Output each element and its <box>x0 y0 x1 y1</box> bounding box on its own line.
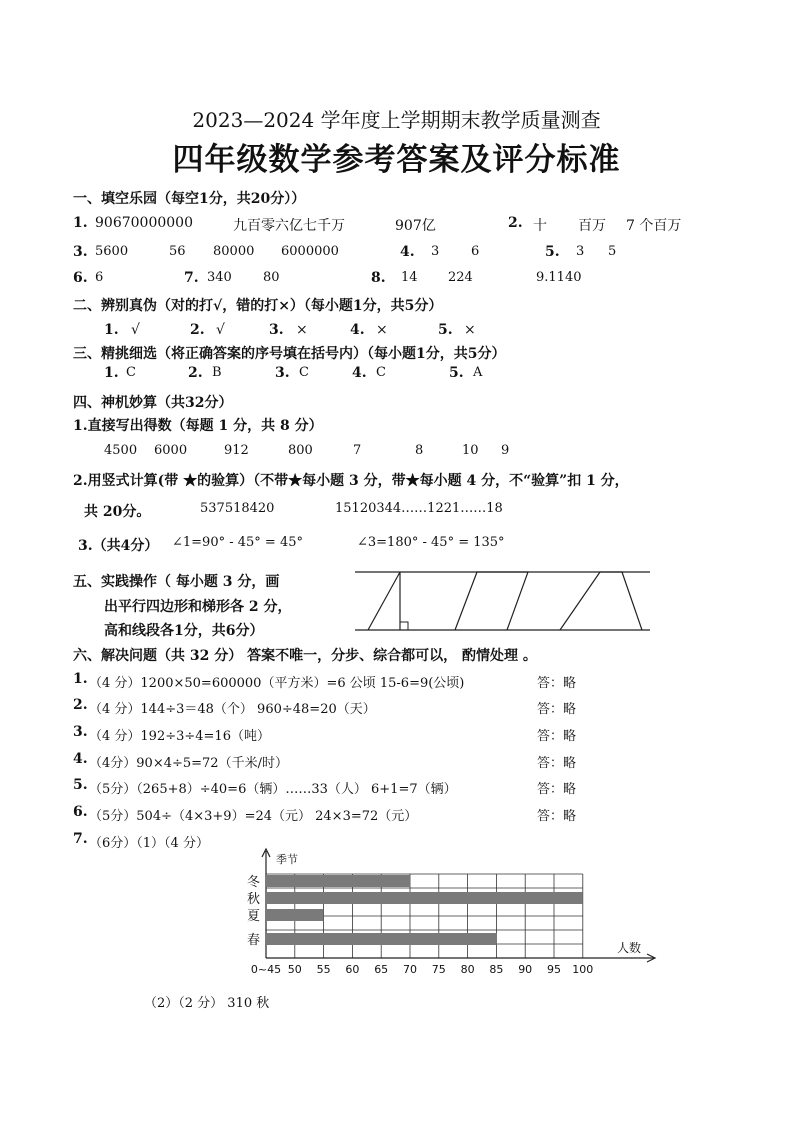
q-num: 3. <box>73 724 88 740</box>
answer-label: 答：略 <box>537 729 577 744</box>
x-tick-label: 60 <box>345 963 360 976</box>
q-num: 7. <box>73 831 88 847</box>
q-num: 5. <box>438 322 453 338</box>
answer: 537518420 <box>200 501 275 516</box>
x-tick-label: 100 <box>572 963 594 976</box>
q-num: 4. <box>73 751 88 767</box>
answer: 十 <box>533 218 547 234</box>
category-label: 冬 <box>246 875 260 890</box>
answer-label: 答：略 <box>537 809 577 824</box>
bar <box>266 933 496 945</box>
category-label: 春 <box>246 933 260 948</box>
answer-text: （4 分）144÷3＝48（个） 960÷48=20（天） <box>89 702 376 717</box>
answer: A <box>473 365 483 380</box>
answer-label: 答：略 <box>537 782 577 797</box>
answer: 90670000000 <box>95 215 193 231</box>
exam-subtitle: 2023—2024 学年度上学期期末教学质量测查 <box>192 108 601 132</box>
answer: × <box>376 322 388 338</box>
answer: √ <box>216 322 225 338</box>
q-num: 2. <box>73 697 88 713</box>
answer: 6000000 <box>281 244 339 259</box>
answer: 14 <box>401 270 418 285</box>
q-num: 6. <box>73 804 88 820</box>
section6-heading: 六、解决问题（共 32 分） 答案不唯一，分步、综合都可以， 酌情处理 。 <box>73 648 537 664</box>
answer: 224 <box>448 270 473 285</box>
answer: 800 <box>288 443 313 458</box>
trapezoid-shape-2 <box>560 572 642 630</box>
x-tick-label: 50 <box>287 963 302 976</box>
x-tick-label: 85 <box>489 963 504 976</box>
x-tick-label: 0~45 <box>250 963 282 976</box>
q-num: 4. <box>400 244 415 260</box>
answer-text: （5分）504÷（4×3+9）=24（元） 24×3=72（元） <box>89 809 418 824</box>
answer: 6 <box>471 244 480 259</box>
answer: 6000 <box>154 443 188 458</box>
answer: × <box>296 322 308 338</box>
answer: 5 <box>608 244 617 259</box>
q-num: 1. <box>73 671 88 687</box>
x-tick-label: 55 <box>316 963 331 976</box>
q-num: 2. <box>508 215 523 231</box>
bar <box>266 909 324 921</box>
s6-row-2 <box>73 697 713 717</box>
answer: 4500 <box>104 443 138 458</box>
answer-text: （5分）（265+8）÷40=6（辆）……33（人） 6+1=7（辆） <box>89 782 457 797</box>
x-tick-label: 80 <box>460 963 475 976</box>
answer: 7 个百万 <box>626 218 682 234</box>
q-num: 2. <box>188 365 203 381</box>
answer: ∠3=180° - 45° = 135° <box>357 535 505 550</box>
answer-text: （6分）（1）（4 分） <box>89 836 209 851</box>
q-num: 1. <box>104 322 119 338</box>
answer: 7 <box>353 443 362 458</box>
y-axis-label: 季节 <box>276 853 298 866</box>
s6-row-3 <box>73 724 713 744</box>
bar <box>266 892 583 904</box>
parallelogram-shape <box>455 572 528 630</box>
section5-heading: 五、实践操作（ 每小题 3 分，画 <box>73 574 280 590</box>
q-num: 3. <box>73 244 88 260</box>
s4-q1-heading: 1.直接写出得数（每题 1 分，共 8 分） <box>73 418 323 434</box>
q-num: 5. <box>73 777 88 793</box>
geometry-drawing <box>350 565 655 637</box>
answer: 912 <box>224 443 249 458</box>
answer-label: 答：略 <box>537 702 577 717</box>
q7-part2-answer: （2）（2 分） 310 秋 <box>144 996 270 1011</box>
q-num: 5. <box>449 365 464 381</box>
s6-row-4 <box>73 751 713 771</box>
section2-heading: 二、辨别真伪（对的打√，错的打×）（每小题1分，共5分） <box>73 298 443 314</box>
trapezoid-shape <box>368 572 400 630</box>
answer: 6 <box>95 270 104 285</box>
q-num: 3. <box>275 365 290 381</box>
q-num: 4. <box>352 365 367 381</box>
answer-text: （4 分）1200×50=600000（平方米）=6 公顷 15-6=9(公顷) <box>89 676 465 691</box>
answer-text: （4 分）192÷3÷4=16（吨） <box>89 729 270 744</box>
answer: 9.1140 <box>536 270 582 285</box>
answer-label: 答：略 <box>537 756 577 771</box>
q-num: 3. <box>269 322 284 338</box>
category-label: 秋 <box>246 892 260 907</box>
season-bar-chart <box>230 843 670 983</box>
answer: ∠1=90° - 45° = 45° <box>172 535 303 550</box>
answer: C <box>299 365 309 380</box>
answer: 80 <box>263 270 280 285</box>
bar <box>266 875 410 887</box>
q-num: 2. <box>190 322 205 338</box>
x-tick-label: 70 <box>403 963 417 976</box>
section4-heading: 四、神机妙算（共32分） <box>73 395 233 411</box>
x-tick-label: 65 <box>374 963 389 976</box>
s6-row-6 <box>73 804 713 824</box>
x-axis-label: 人数 <box>617 941 642 955</box>
category-label: 夏 <box>246 909 260 924</box>
s6-row-1 <box>73 671 713 691</box>
answer: 340 <box>207 270 232 285</box>
answer-text: （4分）90×4÷5=72（千米/时） <box>89 756 288 771</box>
q-num: 3.（共4分） <box>78 538 159 554</box>
q-num: 8. <box>371 270 386 286</box>
section1-heading: 一、填空乐园（每空1分，共20分）） <box>73 191 306 207</box>
answer: 5600 <box>95 244 129 259</box>
answer: 3 <box>431 244 440 259</box>
answer: 百万 <box>578 218 606 234</box>
answer: 15120344……1221……18 <box>335 501 503 516</box>
s6-row-5 <box>73 777 713 797</box>
answer: 九百零六亿七千万 <box>233 218 345 234</box>
q-num: 7. <box>184 270 199 286</box>
answer: 80000 <box>213 244 255 259</box>
answer: 10 <box>462 443 479 458</box>
x-tick-label: 75 <box>431 963 446 976</box>
answer: C <box>376 365 386 380</box>
section3-heading: 三、精挑细选（将正确答案的序号填在括号内）（每小题1分，共5分） <box>73 346 506 362</box>
q-num: 4. <box>350 322 365 338</box>
answer: 3 <box>576 244 585 259</box>
answer: √ <box>131 322 140 338</box>
q-num: 1. <box>73 215 88 231</box>
answer: 8 <box>415 443 424 458</box>
answer: × <box>464 322 476 338</box>
answer: 56 <box>169 244 186 259</box>
answer-label: 答：略 <box>537 676 577 691</box>
s4-q2-heading: 2.用竖式计算(带 ★的验算）（不带★每小题 3 分，带★每小题 4 分，不“验算”扣 1 分， <box>73 473 629 489</box>
x-tick-label: 95 <box>547 963 561 976</box>
answer: C <box>126 365 136 380</box>
x-tick-label: 90 <box>518 963 533 976</box>
section5-line3: 高和线段各1分，共6分） <box>104 623 264 639</box>
right-angle-mark <box>400 622 408 630</box>
answer: B <box>212 365 222 380</box>
section5-line2: 出平行四边形和梯形各 2 分， <box>104 599 292 615</box>
answer: 907亿 <box>395 218 436 234</box>
page-title: 四年级数学参考答案及评分标准 <box>172 142 621 178</box>
q-num: 1. <box>104 365 119 381</box>
q-num: 6. <box>73 270 88 286</box>
q2-continuation: 共 20分。 <box>84 504 151 520</box>
answer: 9 <box>501 443 510 458</box>
q-num: 5. <box>545 244 560 260</box>
